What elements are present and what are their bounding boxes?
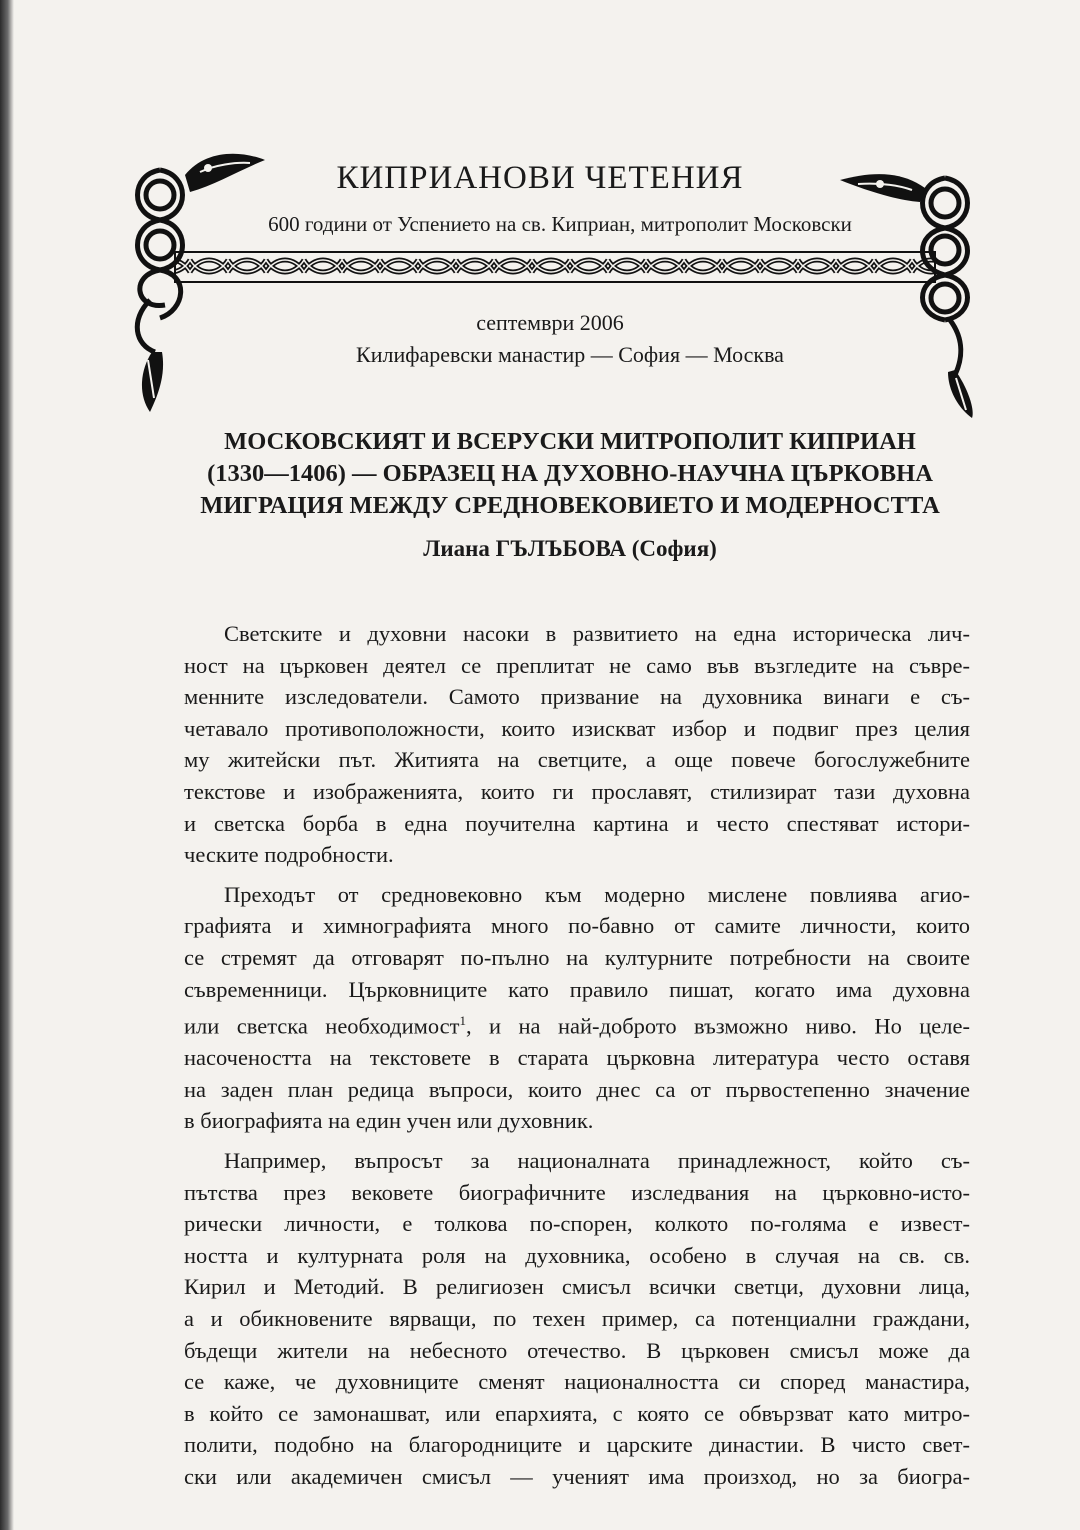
- body-line: Например, въпросът за националната принадлежност, който съ-: [224, 1148, 970, 1173]
- article-author: Лиана ГЪЛЪБОВА (София): [423, 536, 717, 561]
- series-title: КИПРИАНОВИ ЧЕТЕНИЯ: [336, 160, 744, 196]
- body-line: рически личности, е толкова по-спорен, колкото по-голяма е извест-: [184, 1211, 970, 1237]
- body-line: четавало противоположности, които изискват избор и подвиг през целия: [184, 715, 970, 741]
- body-line: бъдещи жители на небесното отечество. В църковен смисъл може да: [184, 1337, 970, 1363]
- body-text-fragment: или светска необходимост: [184, 1013, 460, 1039]
- footnote-reference[interactable]: 1: [459, 1013, 466, 1029]
- body-line: Светските и духовни насоки в развитието на една историческа лич-: [224, 621, 970, 646]
- body-line-with-footnote: [184, 1005, 970, 1042]
- body-line: менните изследователи. Самото призвание на духовника винаги е съ-: [184, 684, 970, 710]
- body-line: графията и химнографията много по-бавно от самите личности, които: [184, 913, 970, 939]
- body-line: се каже, че духовниците сменят националността си според манастира,: [184, 1369, 970, 1395]
- body-line: пътства през вековете биографичните изследвания на църковно-исто-: [184, 1179, 970, 1205]
- body-line: текстове и изображенията, които ги прославят, стилизират тази духовна: [184, 778, 970, 804]
- body-line: полити, подобно на благородниците и царските династии. В чисто свет-: [184, 1432, 970, 1458]
- body-line: ност на църковен деятел се преплитат не само във възгледите на съвре-: [184, 652, 970, 678]
- body-line: се стремят да отговарят по-пълно на културните потребности на своите: [184, 944, 970, 970]
- body-line: а и обикновените вярващи, по техен пример, са потенциални граждани,: [184, 1305, 970, 1331]
- body-line: в биографията на един учен или духовник.: [184, 1108, 594, 1134]
- body-line: в който се замонашват, или епархията, с която се обвързват като митро-: [184, 1400, 970, 1426]
- article-title-line: МИГРАЦИЯ МЕЖДУ СРЕДНОВЕКОВИЕТО И МОДЕРНОСТТА: [200, 492, 940, 519]
- body-line: му житейски път. Житията на светците, а още повече богослужебните: [184, 747, 970, 773]
- body-line: ността и културната роля на духовника, особено в случая на св. св.: [184, 1242, 970, 1268]
- body-line: и светска борба в една поучителна картина и често спестяват истори-: [184, 810, 970, 836]
- body-line: Кирил и Методий. В религиозен смисъл всички светци, духовни лица,: [184, 1274, 970, 1300]
- conference-date: септември 2006: [476, 310, 624, 335]
- series-subtitle: 600 години от Успението на св. Киприан, митрополит Московски: [268, 212, 852, 236]
- article-title-line: (1330—1406) — ОБРАЗЕЦ НА ДУХОВНО-НАУЧНА ЦЪРКОВНА: [207, 460, 933, 487]
- body-text-fragment: , и на най-доброто възможно ниво. Но целе-: [466, 1013, 970, 1039]
- body-line: насочеността на текстовете в старата църковна литература често оставя: [184, 1045, 970, 1071]
- body-line: съвременници. Църковниците като правило пишат, когато има духовна: [184, 976, 970, 1002]
- article-title: [150, 426, 990, 522]
- article-body: [184, 618, 970, 1493]
- body-line: ски или академичен смисъл — ученият има произход, но за биогра-: [184, 1463, 970, 1489]
- body-line: ческите подробности.: [184, 842, 394, 868]
- body-line: на заден план редица въпроси, които днес са от първостепенно значение: [184, 1076, 970, 1102]
- article-title-line: МОСКОВСКИЯТ И ВСЕРУСКИ МИТРОПОЛИТ КИПРИАН: [224, 428, 916, 455]
- body-line: Преходът от средновековно към модерно мислене повлиява агио-: [224, 881, 970, 907]
- conference-places: Килифаревски манастир — София — Москва: [356, 342, 784, 367]
